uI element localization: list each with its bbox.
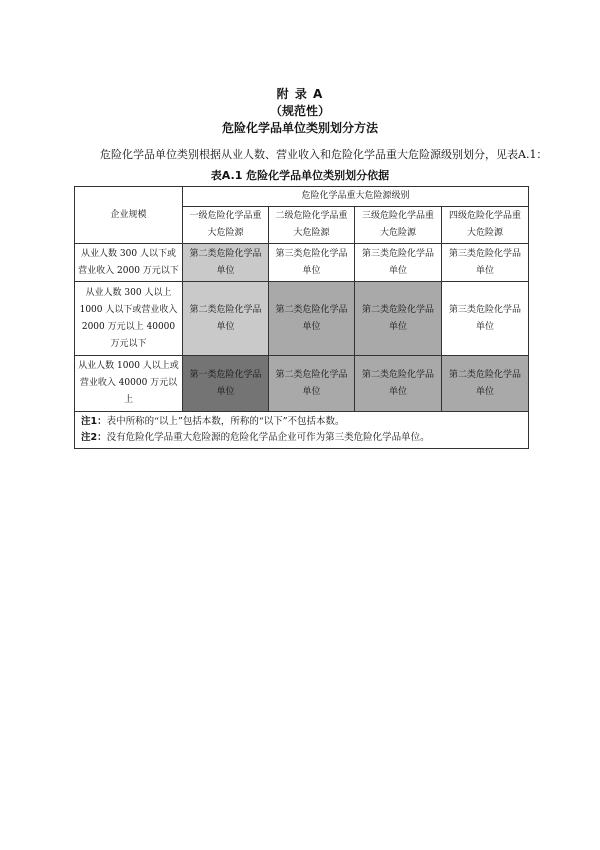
table-row (75, 356, 529, 412)
group-header-cell: 危险化学品重大危险源级别 (183, 187, 529, 207)
row-scale-cell: 从业人数 1000 人以上或营业收入 40000 万元以上 (75, 356, 183, 412)
column-header-level-1: 一级危险化学品重大危险源 (183, 207, 269, 244)
category-cell: 第一类危险化学品单位 (183, 356, 269, 412)
row-scale-cell: 从业人数 300 人以下或营业收入 2000 万元以下 (75, 244, 183, 282)
note-2-text: 没有危险化学品重大危险源的危险化学品企业可作为第三类危险化学品单位。 (106, 432, 430, 443)
note-2 (81, 430, 522, 446)
note-1-text: 表中所称的“以上”包括本数，所称的“以下”不包括本数。 (106, 416, 345, 427)
category-cell: 第三类危险化学品单位 (442, 282, 529, 356)
column-header-level-2: 二级危险化学品重大危险源 (269, 207, 355, 244)
table-caption: 表A.1 危险化学品单位类别划分依据 (210, 169, 390, 182)
category-cell: 第二类危险化学品单位 (355, 356, 442, 412)
row-scale-cell: 从业人数 300 人以上 1000 人以下或营业收入 2000 万元以上 40000 万元以下 (75, 282, 183, 356)
annex-type: （规范性） (269, 104, 330, 118)
scale-header-cell: 企业规模 (75, 187, 183, 244)
column-header-level-4: 四级危险化学品重大危险源 (442, 207, 529, 244)
category-cell: 第二类危险化学品单位 (183, 244, 269, 282)
intro-paragraph: 危险化学品单位类别根据从业人数、营业收入和危险化学品重大危险源级别划分，见表A.1： (100, 148, 548, 161)
notes-row (75, 412, 529, 449)
classification-table (74, 186, 529, 449)
category-cell: 第二类危险化学品单位 (269, 356, 355, 412)
category-cell: 第二类危险化学品单位 (355, 282, 442, 356)
note-1-label: 注1： (81, 416, 107, 427)
note-1 (81, 414, 522, 430)
category-cell: 第三类危险化学品单位 (355, 244, 442, 282)
table-row (75, 244, 529, 282)
column-header-level-3: 三级危险化学品重大危险源 (355, 207, 442, 244)
annex-subject: 危险化学品单位类别划分方法 (221, 121, 378, 135)
category-cell: 第二类危险化学品单位 (269, 282, 355, 356)
table-row (75, 282, 529, 356)
table-header-row (75, 187, 529, 207)
note-2-label: 注2： (81, 432, 107, 443)
category-cell: 第三类危险化学品单位 (442, 244, 529, 282)
table-notes (75, 412, 529, 449)
category-cell: 第二类危险化学品单位 (442, 356, 529, 412)
category-cell: 第二类危险化学品单位 (183, 282, 269, 356)
category-cell: 第三类危险化学品单位 (269, 244, 355, 282)
annex-title: 附 录 A (276, 87, 324, 101)
